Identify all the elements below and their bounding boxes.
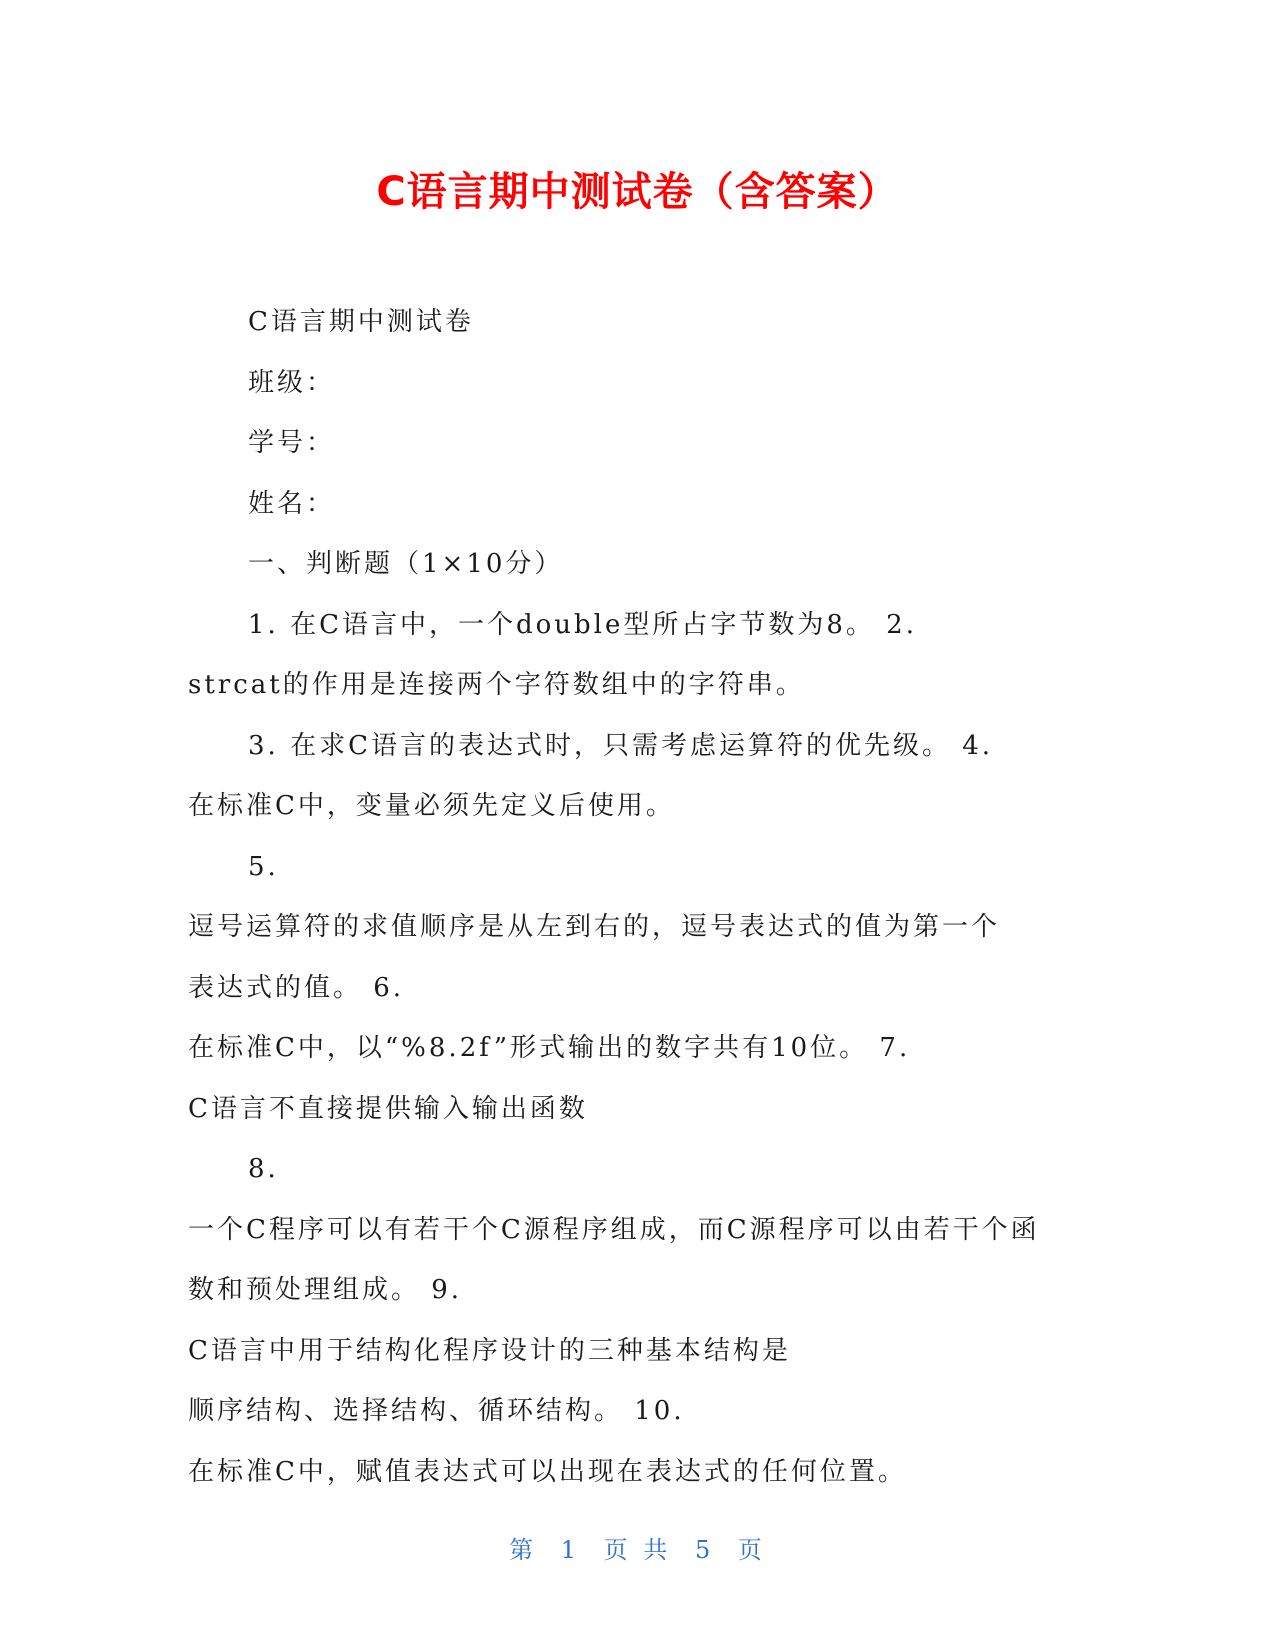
body-line: 班级： — [248, 367, 336, 398]
body-line: 在标准C中，以“%8.2f”形式输出的数字共有10位。 7. — [188, 1033, 911, 1063]
footer-total-pages: 5 — [694, 1536, 715, 1564]
section-heading: 一、判断题（1×10分） — [248, 549, 564, 579]
body-line: C语言不直接提供输入输出函数 — [188, 1093, 588, 1124]
body-line: 5. — [248, 851, 279, 882]
body-line: 姓名： — [248, 488, 336, 519]
body-line: C语言期中测试卷 — [248, 307, 474, 337]
body-line: 一个C程序可以有若干个C源程序组成，而C源程序可以由若干个函 — [188, 1214, 1040, 1245]
body-line: 在标准C中，赋值表达式可以出现在表达式的任何位置。 — [188, 1456, 907, 1487]
footer-current-page: 1 — [560, 1536, 581, 1564]
body-line: 1. 在C语言中，一个double型所占字节数为8。 2. — [248, 609, 917, 640]
body-line: C语言中用于结构化程序设计的三种基本结构是 — [188, 1335, 791, 1366]
body-line: 数和预处理组成。 9. — [188, 1275, 463, 1305]
footer-middle: 页 共 — [603, 1536, 672, 1564]
body-line: 3. 在求C语言的表达式时，只需考虑运算符的优先级。 4. — [248, 730, 994, 761]
body-line: 逗号运算符的求值顺序是从左到右的，逗号表达式的值为第一个 — [188, 912, 1001, 942]
body-line: 在标准C中，变量必须先定义后使用。 — [188, 791, 675, 821]
body-line: 顺序结构、选择结构、循环结构。 10. — [188, 1396, 685, 1426]
footer-suffix: 页 — [737, 1536, 766, 1564]
footer-prefix: 第 — [509, 1536, 538, 1564]
document-title: C语言期中测试卷（含答案） — [376, 169, 899, 215]
body-line: 学号： — [248, 428, 336, 458]
body-line: 8. — [248, 1154, 279, 1184]
document-body — [188, 292, 1088, 1502]
body-line: 表达式的值。 6. — [188, 972, 405, 1003]
body-line: strcat的作用是连接两个字符数组中的字符串。 — [188, 670, 805, 700]
page-footer — [0, 1530, 1275, 1565]
